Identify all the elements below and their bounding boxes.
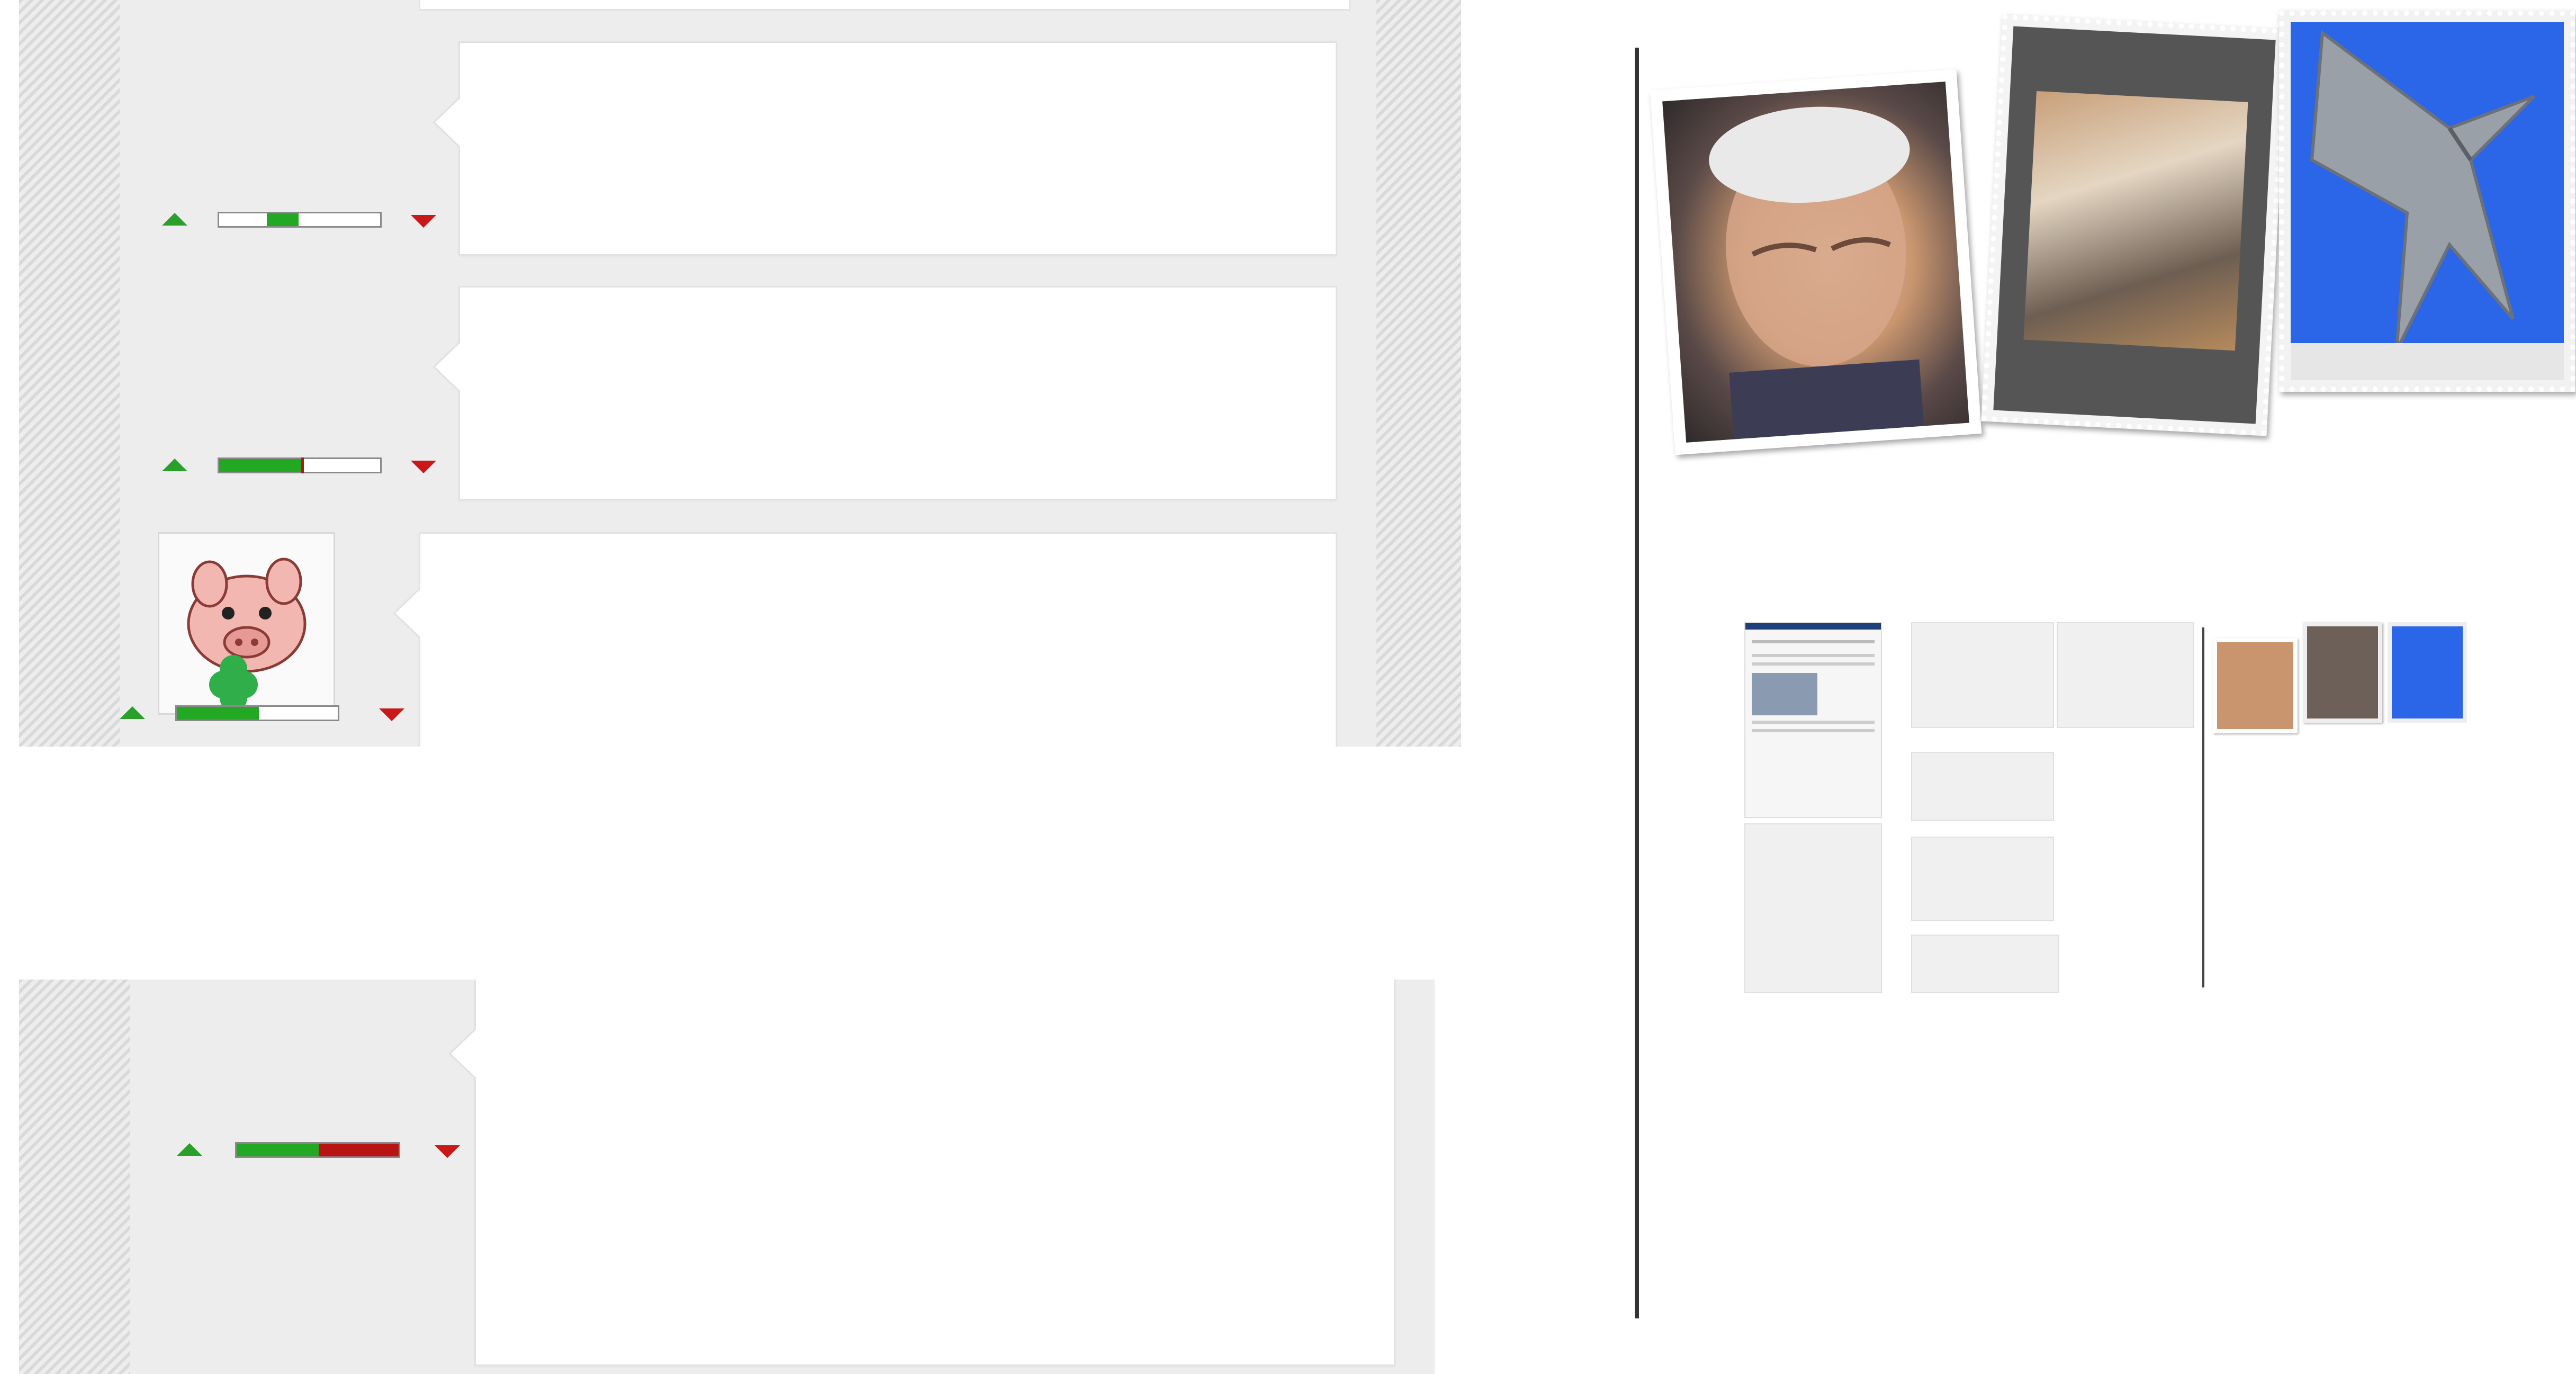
thumbs-up-icon[interactable] xyxy=(162,213,187,226)
thumbs-down-icon[interactable] xyxy=(435,1145,460,1158)
thumbs-down-icon[interactable] xyxy=(411,215,436,228)
portrait-photo-icon xyxy=(1662,82,1969,443)
vote-widget xyxy=(177,1140,473,1161)
thumbnail-comments-d xyxy=(1911,837,2054,921)
previous-comment-box xyxy=(419,0,1350,11)
avatar[interactable] xyxy=(158,532,335,715)
thumbnail-comments-f xyxy=(2057,622,2194,728)
vote-ratio-fill xyxy=(219,459,301,472)
thumbnail-comments-c xyxy=(1911,752,2054,821)
vote-ratio-fill-negative xyxy=(319,1144,399,1156)
thumbnail-stamp-2 xyxy=(2303,622,2382,723)
vote-ratio-fill xyxy=(237,1144,319,1156)
stamp-label-band xyxy=(2291,343,2564,380)
thumbnail-comments-e xyxy=(1911,935,2059,993)
stamp-oesterreich-jet xyxy=(2279,11,2575,392)
stamp-photo xyxy=(2023,91,2248,351)
right-stripe-top xyxy=(1376,0,1461,747)
comments-panel-top xyxy=(120,0,1376,747)
postcard-divider-line xyxy=(1635,48,1639,1318)
thumbs-up-icon[interactable] xyxy=(120,706,145,719)
thumbs-down-icon[interactable] xyxy=(379,708,404,721)
vote-widget xyxy=(162,455,437,477)
thumbnail-stamp-3 xyxy=(2388,622,2467,723)
vote-ratio-fill xyxy=(267,213,299,226)
comment-box xyxy=(474,980,1395,1366)
left-stripe-bottom xyxy=(19,980,130,1374)
pig-clover-avatar-icon xyxy=(159,534,335,715)
stamp-oesterreich-schilling xyxy=(1981,14,2288,436)
thumbnail-comments-b xyxy=(1911,622,2054,728)
thumbnail-comments-a xyxy=(1744,823,1882,993)
vote-ratio-bar xyxy=(218,457,382,473)
thumbnail-article xyxy=(1744,622,1882,818)
comment-box xyxy=(458,41,1337,256)
stamp-portrait xyxy=(1650,69,1982,455)
vote-widget xyxy=(120,703,437,724)
vote-ratio-fill xyxy=(177,707,259,720)
embedded-thumbnail xyxy=(1744,622,2470,993)
vote-widget xyxy=(162,210,437,231)
thumbs-up-icon[interactable] xyxy=(162,459,187,471)
comment-box xyxy=(458,286,1337,500)
vote-ratio-bar xyxy=(175,705,339,721)
vote-ratio-bar xyxy=(218,212,382,228)
comment-box xyxy=(419,532,1337,747)
vote-ratio-marker xyxy=(301,457,304,473)
thumbnail-stamp-1 xyxy=(2213,638,2298,733)
comments-panel-bottom xyxy=(130,980,1435,1374)
thumbs-down-icon[interactable] xyxy=(411,461,436,473)
jet-plane-icon xyxy=(2291,22,2564,380)
left-stripe-top xyxy=(19,0,120,747)
thumbnail-divider-line xyxy=(2202,627,2204,987)
vote-ratio-bar xyxy=(235,1142,400,1158)
thumbs-up-icon[interactable] xyxy=(177,1143,202,1156)
thumbnail-site-header xyxy=(1745,623,1881,630)
